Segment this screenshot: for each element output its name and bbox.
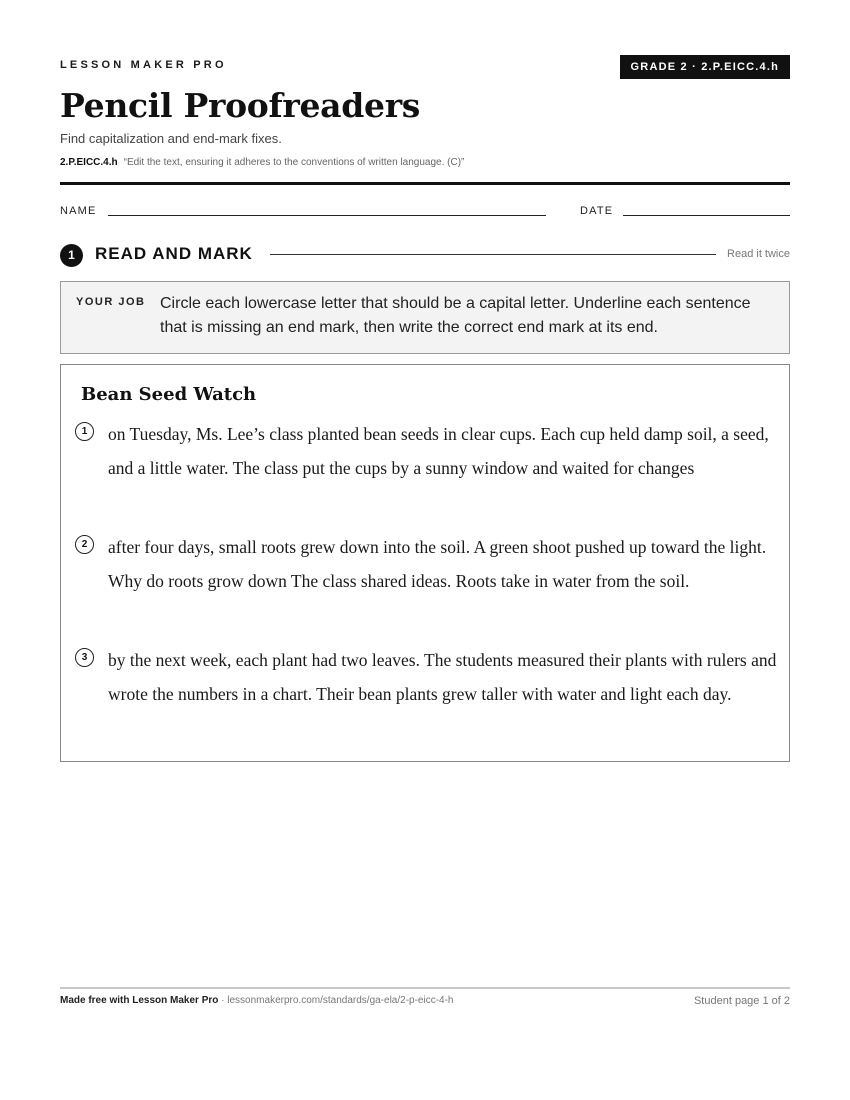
footer-page-number: Student page 1 of 2 [693, 995, 790, 1007]
footer-credit [60, 995, 454, 1006]
grade-badge: GRADE 2 · 2.P.EICC.4.h [620, 55, 790, 79]
date-field[interactable] [623, 215, 790, 216]
section-title: READ AND MARK [95, 244, 253, 263]
instructions-text: Circle each lowercase letter that should be a capital letter. Underline each sentence that is missing an end mark, then write the correct end mark at its end. [160, 295, 751, 336]
paragraph-text: on Tuesday, Ms. Lee’s class planted bean seeds in clear cups. Each cup held damp soil, a seed, and a little water. The class put the cups by a sunny window and waited for changes [108, 424, 769, 478]
page-subtitle: Find capitalization and end-mark fixes. [60, 131, 282, 146]
standard-text: “Edit the text, ensuring it adheres to the conventions of written language. (C)” [123, 157, 465, 168]
footer-made-with: Made free with Lesson Maker Pro [60, 995, 219, 1006]
standard-line [60, 157, 464, 168]
footer-url: · lessonmakerpro.com/standards/ga-ela/2-p-eicc-4-h [218, 995, 454, 1006]
footer-divider [60, 987, 790, 989]
section-divider [270, 254, 716, 255]
name-label: NAME [60, 205, 97, 217]
page-title: Pencil Proofreaders [60, 86, 421, 125]
instructions-box [60, 281, 790, 354]
student-fields [60, 204, 790, 220]
worksheet-page [60, 0, 790, 1100]
instructions-label: YOUR JOB [76, 296, 146, 308]
paragraph-number: 1 [75, 422, 94, 441]
section-number-badge: 1 [60, 244, 83, 267]
standard-code: 2.P.EICC.4.h [60, 157, 118, 168]
section-header [60, 242, 790, 268]
name-field[interactable] [108, 215, 546, 216]
date-label: DATE [580, 205, 614, 217]
paragraph-number: 2 [75, 535, 94, 554]
passage-title: Bean Seed Watch [81, 384, 257, 405]
header-divider [60, 182, 790, 185]
paragraph-number: 3 [75, 648, 94, 667]
brand-name: LESSON MAKER PRO [60, 59, 227, 71]
top-bar [60, 55, 790, 79]
passage-box [60, 364, 790, 762]
paragraph-text: after four days, small roots grew down into the soil. A green shoot pushed up toward the light. Why do roots grow down The class shared ideas. Roots take in water from the soil. [108, 537, 767, 591]
section-hint: Read it twice [727, 248, 790, 260]
paragraph-text: by the next week, each plant had two leaves. The students measured their plants with rulers and wrote the numbers in a chart. Their bean plants grew taller with water and light each day. [108, 650, 777, 704]
